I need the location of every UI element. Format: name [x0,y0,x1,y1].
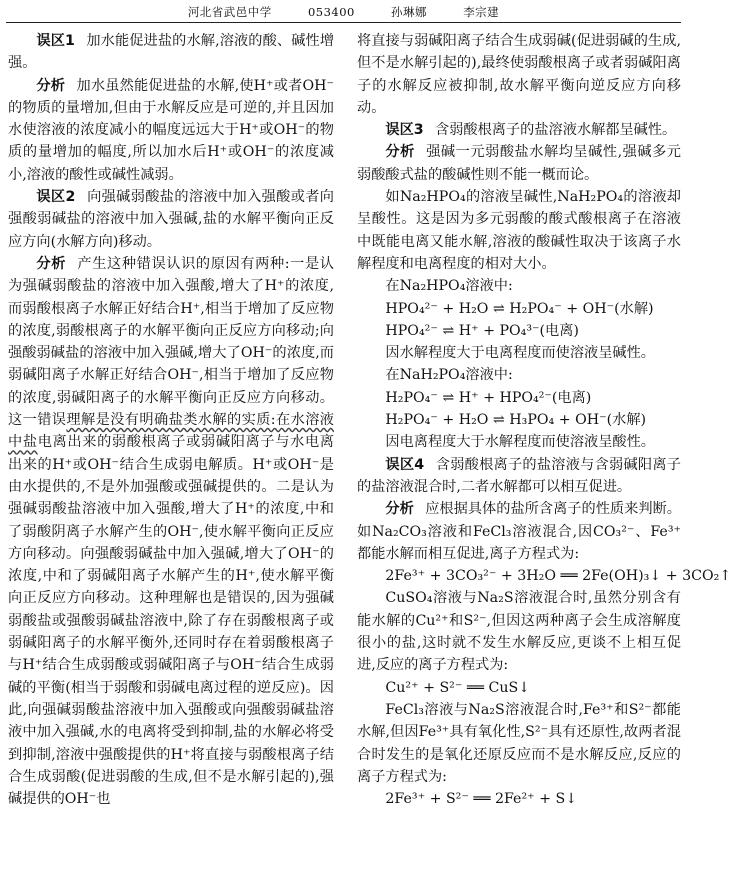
analysis-3 [357,141,681,186]
misconception-tag: 误区4 [385,456,425,473]
conclusion: 因水解程度大于电离程度而使溶液呈碱性。 [385,345,655,362]
school-name: 河北省武邑中学 [187,5,272,19]
misconception-text: 含弱酸根离子的盐溶液水解都呈碱性。 [435,122,677,139]
right-column [357,30,731,810]
equation: H₂PO₄⁻ ⇌ H⁺ + HPO₄²⁻(电离) [385,389,592,406]
analysis-tag: 分析 [36,255,67,272]
equation: 2Fe³⁺ + S²⁻ ══ 2Fe²⁺ + S↓ [385,791,578,808]
equation: HPO₄²⁻ + H₂O ⇌ H₂PO₄⁻ + OH⁻(水解) [385,300,654,317]
solution-title: 在NaH₂PO₄溶液中: [385,367,513,384]
analysis-1 [8,75,334,186]
equation: Cu²⁺ + S²⁻ ══ CuS↓ [385,679,531,696]
analysis-tag: 分析 [385,144,415,161]
misconception-1 [8,30,334,75]
left-column [8,30,334,810]
analysis-text: 产生这种错误认识的原因有两种:一是认为强碱弱酸盐的溶液中加入强酸,增大了H⁺的浓度,而弱酸根离子水解正好结合H⁺,相当于增加了反应物的浓度,弱酸根离子的水解平衡向正反应方向移动;向强酸弱碱盐的溶液中加入强碱,增大了OH⁻的浓度,而弱碱阳离子水解正好结合OH⁻,相当于增加了反应物的浓度,弱碱阳离子的水解平衡向正反应方向移动。这一错误 [8,255,334,429]
zip-code: 053400 [307,5,355,19]
misconception-tag: 误区3 [385,122,424,139]
analysis-text: 强碱一元弱酸盐水解均呈碱性,强碱多元弱酸酸式盐的酸碱性则不能一概而论。 [357,144,681,183]
analysis-tag: 分析 [385,501,414,518]
misconception-text: 向强碱弱酸盐的溶液中加入强酸或者向强酸弱碱盐的溶液中加入强碱,盐的水解平衡向正反应方向(水解方向)移动。 [8,189,334,250]
analysis-tag: 分析 [36,77,66,94]
misconception-3 [357,119,681,141]
header-rule [6,22,681,23]
misconception-text: 含弱酸根离子的盐溶液与含弱碱阳离子的盐溶液混合时,二者水解都可以相互促进。 [357,456,681,495]
analysis-paragraph: CuSO₄溶液与Na₂S溶液混合时,虽然分别含有能水解的Cu²⁺和S²⁻,但因这两种离子会生成溶解度很小的盐,这时就不发生水解反应,更谈不上相互促进,反应的离子方程式为: [357,590,681,674]
page-header [0,4,687,20]
misconception-4 [357,454,681,499]
equation: H₂PO₄⁻ + H₂O ⇌ H₃PO₄ + OH⁻(水解) [385,412,647,429]
analysis-4 [357,498,681,565]
misconception-2 [8,186,334,253]
analysis-paragraph: 如Na₂HPO₄的溶液呈碱性,NaH₂PO₄的溶液却呈酸性。这是因为多元弱酸的酸式酸根离子在溶液中既能电离又能水解,溶液的酸碱性取决于该离子水解程度和电离程度的相对大小。 [357,189,681,272]
conclusion: 因电离程度大于水解程度而使溶液呈酸性。 [385,434,655,451]
analysis-2 [8,253,334,810]
author-name: 李宗建 [463,5,500,19]
emphasized-text: 理解是没有明确盐类水解的实质:在水溶液中盐 [8,412,334,451]
author-name: 孙琳娜 [391,5,428,19]
analysis-paragraph: FeCl₃溶液与Na₂S溶液混合时,Fe³⁺和S²⁻都能水解,但因Fe³⁺具有氧化性,S²⁻具有还原性,故两者混合时发生的是氧化还原反应而不是水解反应,反应的离子方程式为: [357,701,681,785]
analysis-text: 电离出来的弱酸根离子或弱碱阳离子与水电离出来的H⁺或OH⁻结合生成弱电解质。H⁺或OH⁻是由水提供的,不是外加强酸或强碱提供的。二是认为强碱弱酸盐溶液中加入强酸,增大了H⁺的浓度,中和了弱酸阴离子水解产生的OH⁻,使水解平衡向正反应方向移动。向强酸弱碱盐中加入强碱,增大了OH⁻的浓度,中和了弱碱阳离子水解产生的H⁺,使水解平衡向正反应方向移动。这种理解也是错误的,因为强碱弱酸盐或强酸弱碱盐溶液中,除了存在弱酸根离子或弱碱阳离子的水解平衡外,还同时存在着弱酸根离子与H⁺结合生成弱酸或弱碱阳离子与OH⁻结合生成弱碱的平衡(相当于弱酸和弱碱电离过程的逆反应)。因此,向强碱弱酸盐溶液中加入强酸或向强酸弱碱盐溶液中加入强碱,水的电离将受到抑制,盐的水解必将受到抑制,溶液中强酸提供的H⁺将直接与弱酸根离子结合生成弱酸(促进弱酸的生成,但不是水解引起的),强碱提供的OH⁻也 [8,434,334,808]
continued-paragraph: 将直接与弱碱阳离子结合生成弱碱(促进弱碱的生成,但不是水解引起的),最终使弱酸根离子或者弱碱阳离子的水解反应被抑制,故水解平衡向逆反应方向移动。 [357,33,681,116]
equation: HPO₄²⁻ ⇌ H⁺ + PO₄³⁻(电离) [385,322,579,339]
analysis-text: 应根据具体的盐所含离子的性质来判断。如Na₂CO₃溶液和FeCl₃溶液混合,因CO₃²⁻、Fe³⁺都能水解而相互促进,离子方程式为: [357,501,681,562]
misconception-tag: 误区1 [36,33,75,49]
misconception-text: 加水能促进盐的水解,溶液的酸、碱性增强。 [8,33,335,72]
solution-title: 在Na₂HPO₄溶液中: [385,278,513,295]
analysis-text: 加水虽然能促进盐的水解,使H⁺或者OH⁻的物质的量增加,但由于水解反应是可逆的,并且因加水使溶液的浓度减小的幅度远远大于H⁺或OH⁻的物质的量增加的幅度,所以加水后H⁺或OH⁻的浓度减小,溶液的酸性或碱性减弱。 [8,77,334,183]
misconception-tag: 误区2 [36,189,76,206]
equation: 2Fe³⁺ + 3CO₃²⁻ + 3H₂O ══ 2Fe(OH)₃↓ + 3CO₂↑ [385,568,731,585]
